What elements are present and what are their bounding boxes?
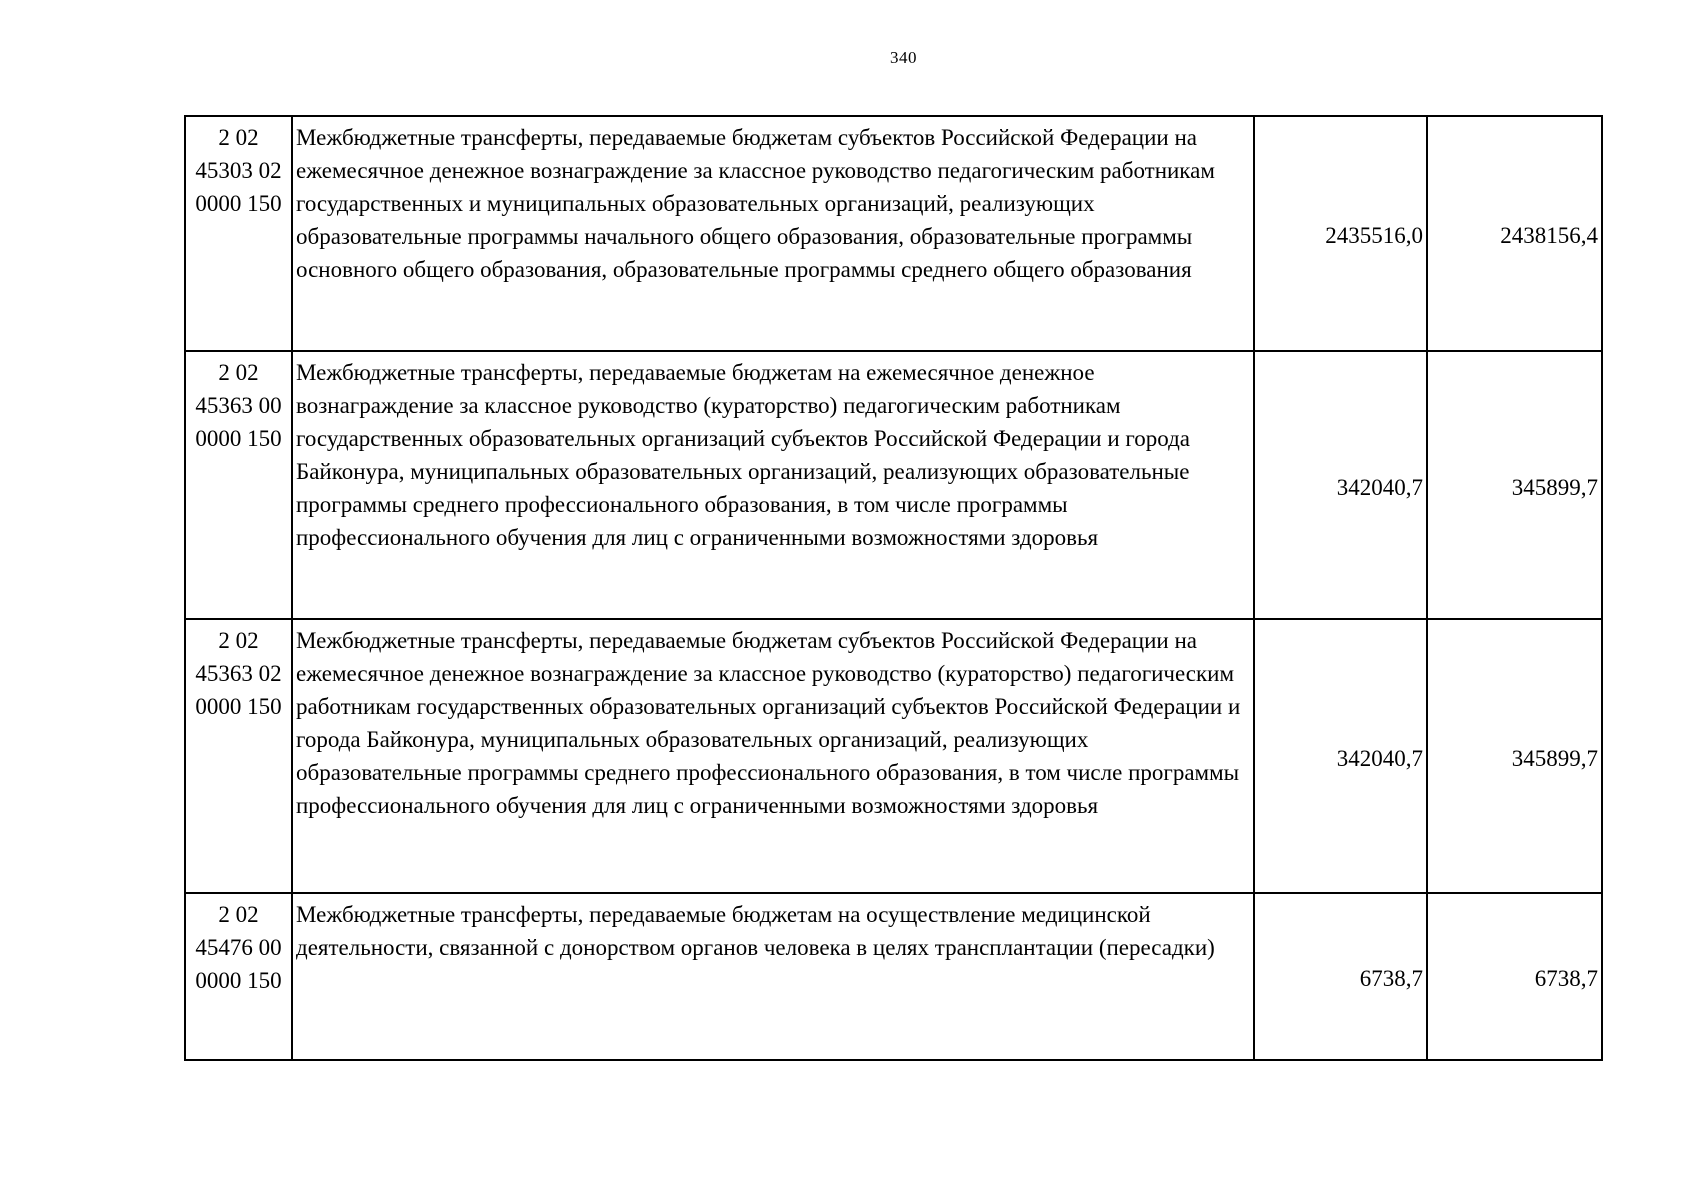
budget-code-line: 0000 150 bbox=[195, 426, 282, 451]
page-number: 340 bbox=[890, 48, 917, 67]
budget-code-cell bbox=[185, 893, 292, 1060]
value-cell-2: 345899,7 bbox=[1427, 351, 1602, 619]
budget-code-line: 45303 02 bbox=[195, 158, 282, 183]
value-cell-2: 345899,7 bbox=[1427, 619, 1602, 893]
budget-table bbox=[184, 115, 1603, 1061]
table-row bbox=[185, 893, 1602, 1060]
table-row bbox=[185, 619, 1602, 893]
table-row bbox=[185, 116, 1602, 351]
value-cell-2: 6738,7 bbox=[1427, 893, 1602, 1060]
budget-code-line: 0000 150 bbox=[195, 694, 282, 719]
budget-code-line: 45363 02 bbox=[195, 661, 282, 686]
budget-code-line: 2 02 bbox=[218, 628, 259, 653]
description-cell: Межбюджетные трансферты, передаваемые бюджетам на осуществление медицинской деятельности, связанной с донорством органов человека в целях трансплантации (пересадки) bbox=[292, 893, 1254, 1060]
budget-code-line: 0000 150 bbox=[195, 968, 282, 993]
budget-code-line: 2 02 bbox=[218, 360, 259, 385]
value-cell-2: 2438156,4 bbox=[1427, 116, 1602, 351]
budget-code-cell bbox=[185, 116, 292, 351]
table-row bbox=[185, 351, 1602, 619]
value-cell-1: 6738,7 bbox=[1254, 893, 1427, 1060]
description-cell: Межбюджетные трансферты, передаваемые бюджетам на ежемесячное денежное вознаграждение за классное руководство (кураторство) педагогическим работникам государственных образовательных организаций субъектов Российской Федерации и города Байконура, муниципальных образовательных организаций, реализующих образовательные программы среднего профессионального образования, в том числе программы профессионального обучения для лиц с ограниченными возможностями здоровья bbox=[292, 351, 1254, 619]
budget-code-line: 45363 00 bbox=[195, 393, 282, 418]
budget-code-cell bbox=[185, 351, 292, 619]
description-cell: Межбюджетные трансферты, передаваемые бюджетам субъектов Российской Федерации на ежемесячное денежное вознаграждение за классное руководство (кураторство) педагогическим работникам государственных образовательных организаций субъектов Российской Федерации и города Байконура, муниципальных образовательных организаций, реализующих образовательные программы среднего профессионального образования, в том числе программы профессионального обучения для лиц с ограниченными возможностями здоровья bbox=[292, 619, 1254, 893]
budget-code-line: 0000 150 bbox=[195, 191, 282, 216]
value-cell-1: 342040,7 bbox=[1254, 351, 1427, 619]
budget-code-cell bbox=[185, 619, 292, 893]
value-cell-1: 2435516,0 bbox=[1254, 116, 1427, 351]
budget-code-line: 45476 00 bbox=[195, 935, 282, 960]
value-cell-1: 342040,7 bbox=[1254, 619, 1427, 893]
budget-code-line: 2 02 bbox=[218, 902, 259, 927]
description-cell: Межбюджетные трансферты, передаваемые бюджетам субъектов Российской Федерации на ежемесячное денежное вознаграждение за классное руководство педагогическим работникам государственных и муниципальных образовательных организаций, реализующих образовательные программы начального общего образования, образовательные программы основного общего образования, образовательные программы среднего общего образования bbox=[292, 116, 1254, 351]
budget-code-line: 2 02 bbox=[218, 125, 259, 150]
